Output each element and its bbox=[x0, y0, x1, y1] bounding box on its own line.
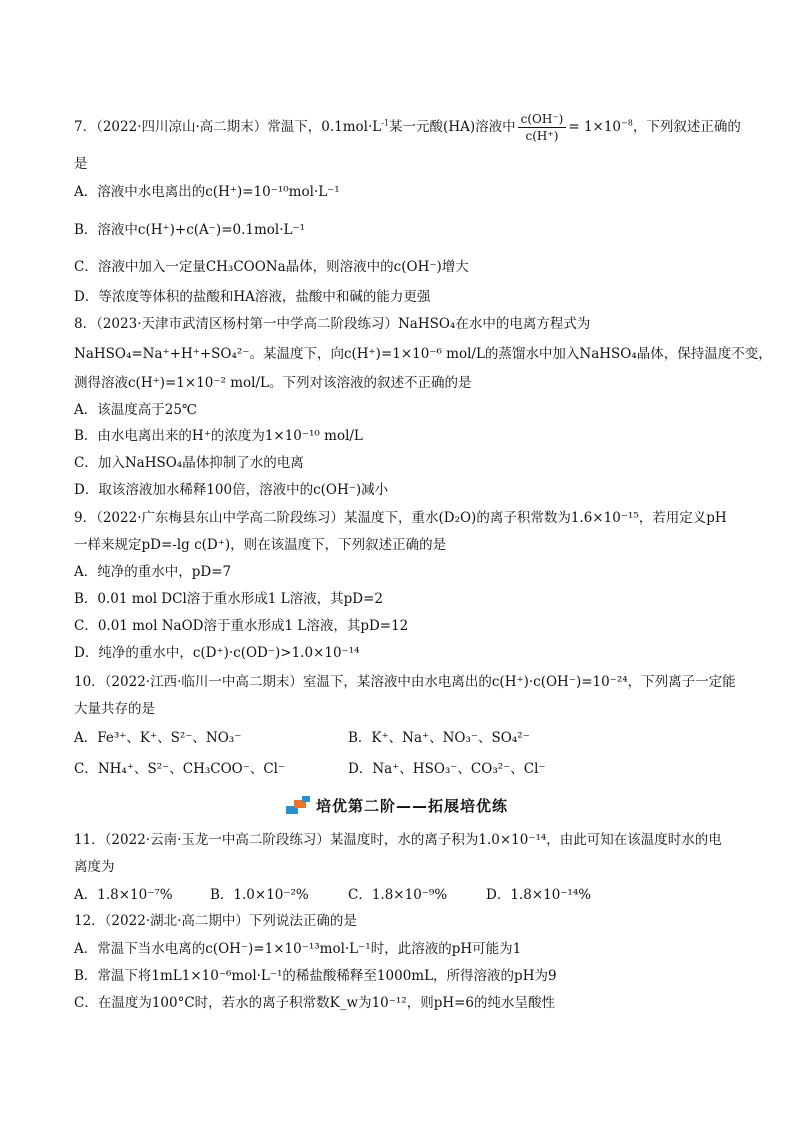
q10-option-b: B．K⁺、Na⁺、NO₃⁻、SO₄²⁻ bbox=[348, 730, 530, 746]
q8-option-c: C．加入NaHSO₄晶体抑制了水的电离 bbox=[74, 455, 304, 471]
section-heading bbox=[0, 795, 794, 816]
q11-option-c: C．1.8×10⁻⁹% bbox=[348, 887, 448, 903]
q10-stem-a: 10．（2022·江西·临川一中高二期末）室温下，某溶液中由水电离出的c(H⁺)·c(OH⁻)=10⁻²⁴，下列离子一定能 bbox=[74, 674, 736, 690]
q11-option-b: B．1.0×10⁻²% bbox=[210, 887, 309, 903]
q7-stem-c-exponent: −8 bbox=[621, 118, 633, 128]
q12-option-a: A．常温下当水电离的c(OH⁻)=1×10⁻¹³mol·L⁻¹时，此溶液的pH可能为1 bbox=[74, 941, 522, 957]
q7-fraction-denominator: c(H⁺) bbox=[525, 129, 559, 143]
q7-stem-c: = 1×10 bbox=[568, 119, 622, 135]
q10-option-a: A．Fe³⁺、K⁺、S²⁻、NO₃⁻ bbox=[74, 730, 242, 746]
q7-stem-line-1 bbox=[74, 111, 741, 144]
q7-stem-d: ，下列叙述正确的 bbox=[632, 119, 741, 135]
q9-option-c: C．0.01 mol NaOD溶于重水形成1 L溶液，其pD=12 bbox=[74, 618, 409, 634]
q7-fraction bbox=[518, 111, 567, 144]
q9-stem-a: 9．（2022·广东梅县东山中学高二阶段练习）某温度下，重水(D₂O)的离子积常数为1.6×10⁻¹⁵，若用定义pH bbox=[74, 510, 727, 526]
q7-stem-b: 某一元酸(HA)溶液中 bbox=[389, 119, 516, 135]
q8-option-d: D．取该溶液加水稀释100倍，溶液中的c(OH⁻)减小 bbox=[74, 482, 389, 498]
q10-option-d: D．Na⁺、HSO₃⁻、CO₃²⁻、Cl⁻ bbox=[348, 761, 546, 777]
q11-option-a: A．1.8×10⁻⁷% bbox=[74, 887, 173, 903]
q10-stem-b: 大量共存的是 bbox=[74, 701, 155, 717]
q7-fraction-numerator: c(OH⁻) bbox=[518, 111, 567, 128]
q11-stem-b: 离度为 bbox=[74, 859, 115, 875]
q7-option-c: C．溶液中加入一定量CH₃COONa晶体，则溶液中的c(OH⁻)增大 bbox=[74, 259, 469, 275]
q11-option-d: D．1.8×10⁻¹⁴% bbox=[486, 887, 592, 903]
q7-option-b: B．溶液中c(H⁺)+c(A⁻)=0.1mol·L⁻¹ bbox=[74, 222, 306, 238]
section-title: 培优第二阶——拓展培优练 bbox=[315, 797, 508, 815]
q9-stem-b: 一样来规定pD=-lg c(D⁺)，则在该温度下，下列叙述正确的是 bbox=[74, 537, 447, 553]
q8-option-b: B．由水电离出来的H⁺的浓度为1×10⁻¹⁰ mol/L bbox=[74, 428, 363, 444]
q7-stem-a: 7．（2022·四川凉山·高二期末）常温下，0.1mol·L bbox=[74, 119, 382, 135]
q12-stem-a: 12．（2022·湖北·高二期中）下列说法正确的是 bbox=[74, 913, 357, 929]
q8-stem-b: NaHSO₄=Na⁺+H⁺+SO₄²⁻。某温度下，向c(H⁺)=1×10⁻⁶ mol/L的蒸馏水中加入NaHSO₄晶体，保持温度不变， bbox=[74, 346, 772, 362]
q12-option-b: B．常温下将1mL1×10⁻⁶mol·L⁻¹的稀盐酸稀释至1000mL，所得溶液的pH为9 bbox=[74, 968, 557, 984]
q12-option-c: C．在温度为100°C时，若水的离子积常数K_w为10⁻¹²，则pH=6的纯水呈酸性 bbox=[74, 995, 556, 1011]
q9-option-d: D．纯净的重水中，c(D⁺)·c(OD⁻)>1.0×10⁻¹⁴ bbox=[74, 645, 360, 661]
q11-stem-a: 11．（2022·云南·玉龙一中高二阶段练习）某温度时，水的离子积为1.0×10⁻¹⁴，由此可知在该温度时水的电 bbox=[74, 832, 722, 848]
q7-option-a: A．溶液中水电离出的c(H⁺)=10⁻¹⁰mol·L⁻¹ bbox=[74, 184, 340, 200]
q9-option-b: B．0.01 mol DCl溶于重水形成1 L溶液，其pD=2 bbox=[74, 591, 383, 607]
q10-option-c: C．NH₄⁺、S²⁻、CH₃COO⁻、Cl⁻ bbox=[74, 761, 286, 777]
q8-stem-a: 8．（2023·天津市武清区杨村第一中学高二阶段练习）NaHSO₄在水中的电离方程式为 bbox=[74, 316, 591, 332]
q7-unit-exponent: -1 bbox=[381, 118, 390, 128]
q8-option-a: A．该温度高于25℃ bbox=[74, 402, 198, 418]
q8-stem-c: 测得溶液c(H⁺)=1×10⁻² mol/L。下列对该溶液的叙述不正确的是 bbox=[74, 375, 472, 391]
q7-option-d: D．等浓度等体积的盐酸和HA溶液，盐酸中和碱的能力更强 bbox=[74, 289, 431, 305]
q7-stem-e: 是 bbox=[74, 156, 88, 172]
section-logo-icon bbox=[286, 796, 312, 816]
q9-option-a: A．纯净的重水中，pD=7 bbox=[74, 564, 232, 580]
